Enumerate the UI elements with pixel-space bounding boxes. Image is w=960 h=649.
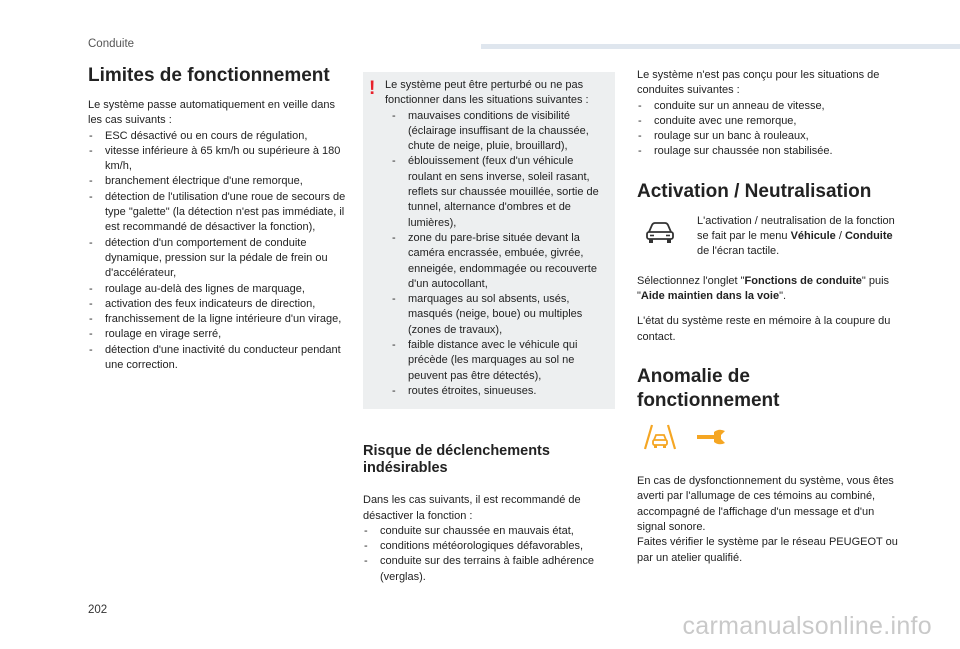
list-item: - roulage au-delà des lignes de marquage, bbox=[88, 282, 350, 297]
non-concu-intro: Le système n'est pas conçu pour les situations de conduites suivantes : bbox=[637, 69, 880, 97]
limites-title: Limites de fonctionnement bbox=[88, 65, 330, 86]
list-item: - zone du pare-brise située devant la caméra encrassée, embuée, givrée, enneigée, endommagée ou recouverte d'un autocollant, bbox=[391, 231, 605, 292]
page-number: 202 bbox=[88, 604, 108, 616]
list-item: - franchissement de la ligne intérieure d'un virage, bbox=[88, 312, 350, 327]
watermark: carmanualsonline.info bbox=[682, 612, 932, 640]
activation-title: Activation / Neutralisation bbox=[637, 180, 872, 202]
warning-box bbox=[363, 72, 615, 409]
anomalie-text-2: Faites vérifier le système par le réseau PEUGEOT ou par un atelier qualifié. bbox=[637, 536, 898, 564]
list-item: - vitesse inférieure à 65 km/h ou supérieure à 180 km/h, bbox=[88, 144, 350, 175]
list-item: - détection d'une inactivité du conducteur pendant une correction. bbox=[88, 343, 350, 374]
anomalie-title: Anomalie de fonctionnement bbox=[637, 365, 780, 411]
list-item: - mauvaises conditions de visibilité (éclairage insuffisant de la chaussée, chute de neige, pluie, brouillard), bbox=[391, 109, 605, 155]
list-item: - éblouissement (feux d'un véhicule roulant en sens inverse, soleil rasant, reflets sur chaussée mouillée, sortie de tunnel, alternance d'ombres et de lumières), bbox=[391, 154, 605, 230]
list-item: - routes étroites, sinueuses. bbox=[391, 384, 605, 399]
warning-intro: Le système peut être perturbé ou ne pas fonctionner dans les situations suivantes : bbox=[385, 79, 589, 107]
non-concu-list bbox=[637, 99, 899, 160]
list-item: - conduite sur un anneau de vitesse, bbox=[637, 99, 899, 114]
activation-memory: L'état du système reste en mémoire à la coupure du contact. bbox=[637, 315, 891, 343]
column-warnings bbox=[363, 72, 615, 585]
car-icon bbox=[637, 214, 697, 249]
risque-list bbox=[363, 524, 615, 585]
limites-intro: Le système passe automatiquement en veille dans les cas suivants : bbox=[88, 99, 336, 127]
risque-title: Risque de déclenchements indésirables bbox=[363, 443, 550, 477]
list-item: - ESC désactivé ou en cours de régulation, bbox=[88, 129, 350, 144]
activation-text: L'activation / neutralisation de la fonction se fait par le menu Véhicule / Conduite de l'écran tactile. bbox=[697, 214, 895, 258]
list-item: - détection d'un comportement de conduite dynamique, pression sur la pédale de frein ou d'accélérateur, bbox=[88, 236, 350, 282]
risque-intro: Dans les cas suivants, il est recommandé de désactiver la fonction : bbox=[363, 494, 581, 522]
list-item: - détection de l'utilisation d'une roue de secours de type "galette" (la détection n'est pas immédiate, il est recommandé de désactiver la fonction), bbox=[88, 190, 350, 236]
list-item: - conduite sur chaussée en mauvais état, bbox=[363, 524, 615, 539]
column-activation bbox=[637, 68, 899, 566]
column-limites bbox=[88, 64, 350, 373]
list-item: - faible distance avec le véhicule qui précède (les marquages au sol ne peuvent pas être détectés), bbox=[391, 338, 605, 384]
fault-indicator-icons bbox=[643, 423, 899, 456]
list-item: - conditions météorologiques défavorables, bbox=[363, 539, 615, 554]
list-item: - roulage sur chaussée non stabilisée. bbox=[637, 144, 899, 159]
list-item: - branchement électrique d'une remorque, bbox=[88, 174, 350, 189]
section-header: Conduite bbox=[88, 38, 135, 50]
activation-select: Sélectionnez l'onglet "Fonctions de conduite" puis "Aide maintien dans la voie". bbox=[637, 274, 890, 302]
list-item: - activation des feux indicateurs de direction, bbox=[88, 297, 350, 312]
list-item: - conduite avec une remorque, bbox=[637, 114, 899, 129]
list-item: - roulage en virage serré, bbox=[88, 327, 350, 342]
exclamation-warning-icon: ! bbox=[369, 78, 376, 99]
list-item: - roulage sur un banc à rouleaux, bbox=[637, 129, 899, 144]
warning-list bbox=[385, 109, 605, 400]
header-bar bbox=[481, 44, 960, 49]
list-item: - conduite sur des terrains à faible adhérence (verglas). bbox=[363, 554, 615, 585]
anomalie-text-1: En cas de dysfonctionnement du système, vous êtes averti par l'allumage de ces témoins au combiné, accompagné de l'affichage d'un message et d'un signal sonore. bbox=[637, 475, 894, 534]
lane-assist-warning-icon bbox=[643, 423, 677, 456]
limites-list bbox=[88, 129, 350, 374]
wrench-icon bbox=[695, 428, 729, 451]
activation-info bbox=[637, 214, 899, 260]
list-item: - marquages au sol absents, usés, masqués (neige, boue) ou multiples (zones de travaux), bbox=[391, 292, 605, 338]
